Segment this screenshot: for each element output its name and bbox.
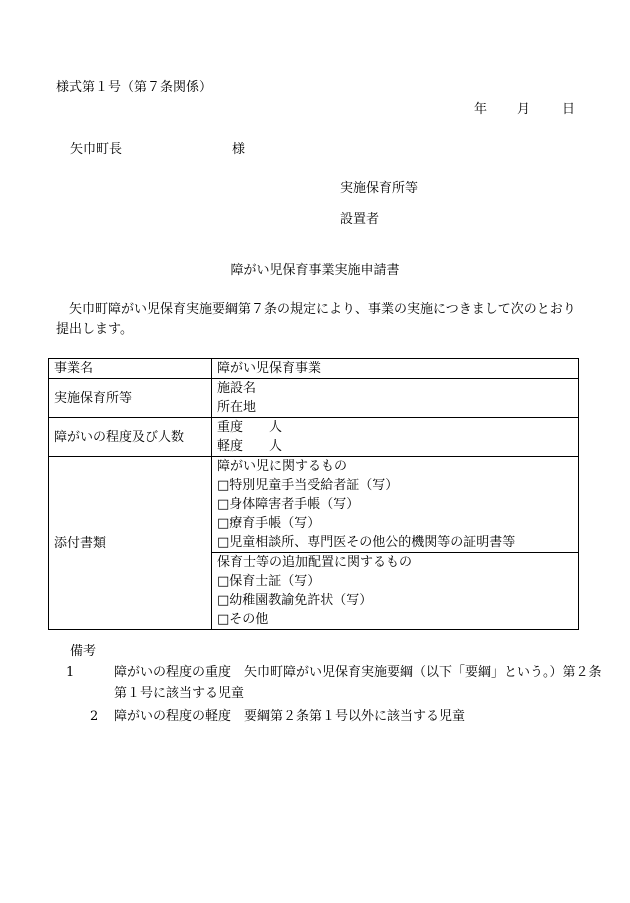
severity-value xyxy=(212,418,579,457)
facility-name-line: 施設名 xyxy=(217,381,257,396)
date-day: 日 xyxy=(562,102,576,117)
project-name-value: 障がい児保育事業 xyxy=(212,359,579,379)
project-name-label: 事業名 xyxy=(49,359,212,379)
note-number: 2 xyxy=(90,709,99,724)
addressee-honorific: 様 xyxy=(232,142,246,157)
attachment-item: □保育士証（写） xyxy=(217,574,321,589)
note-number: 1 xyxy=(66,665,75,680)
severity-severe-line: 重度 人 xyxy=(217,420,283,435)
facility-label: 実施保育所等 xyxy=(49,379,212,418)
attachment-group-heading: 障がい児に関するもの xyxy=(217,459,348,474)
table-row-severity xyxy=(49,418,579,457)
facility-address-line: 所在地 xyxy=(217,400,257,415)
attachments-group-child xyxy=(212,457,579,553)
severity-mild-line: 軽度 人 xyxy=(217,439,283,454)
document-title: 障がい児保育事業実施申請書 xyxy=(230,263,400,278)
attachment-group-heading: 保育士等の追加配置に関するもの xyxy=(217,555,413,570)
attachment-item: □児童相談所、専門医その他公的機関等の証明書等 xyxy=(217,535,516,550)
attachment-item: □幼稚園教諭免許状（写） xyxy=(217,593,373,608)
note-text: 障がいの程度の重度 矢巾町障がい児保育実施要綱（以下「要綱」という。）第２条第１号に該当する児童 xyxy=(114,665,602,701)
note-item xyxy=(66,662,602,704)
form-number: 様式第１号（第７条関係） xyxy=(56,80,213,95)
date-month: 月 xyxy=(517,102,531,117)
attachment-item: □その他 xyxy=(217,612,269,627)
addressee-name: 矢巾町長 xyxy=(70,142,123,157)
intro-paragraph: 矢巾町障がい児保育実施要綱第７条の規定により、事業の実施につきまして次のとおり提出します。 xyxy=(56,302,576,337)
attachment-item: □身体障害者手帳（写） xyxy=(217,497,360,512)
severity-label: 障がいの程度及び人数 xyxy=(49,418,212,457)
table-row-facility xyxy=(49,379,579,418)
note-item xyxy=(90,706,578,727)
attachment-item: □特別児童手当受給者証（写） xyxy=(217,478,399,493)
attachments-label: 添付書類 xyxy=(49,457,212,630)
date-year: 年 xyxy=(474,102,488,117)
attachments-group-staff xyxy=(212,553,579,630)
applicant-founder-label: 設置者 xyxy=(340,212,380,227)
notes-heading: 備考 xyxy=(70,644,97,659)
table-row-attachments-1 xyxy=(49,457,579,553)
application-table xyxy=(48,358,579,630)
note-text: 障がいの程度の軽度 要綱第２条第１号以外に該当する児童 xyxy=(114,709,466,724)
attachment-item: □療育手帳（写） xyxy=(217,516,321,531)
applicant-facility-label: 実施保育所等 xyxy=(340,181,419,196)
table-row-project xyxy=(49,359,579,379)
facility-value xyxy=(212,379,579,418)
